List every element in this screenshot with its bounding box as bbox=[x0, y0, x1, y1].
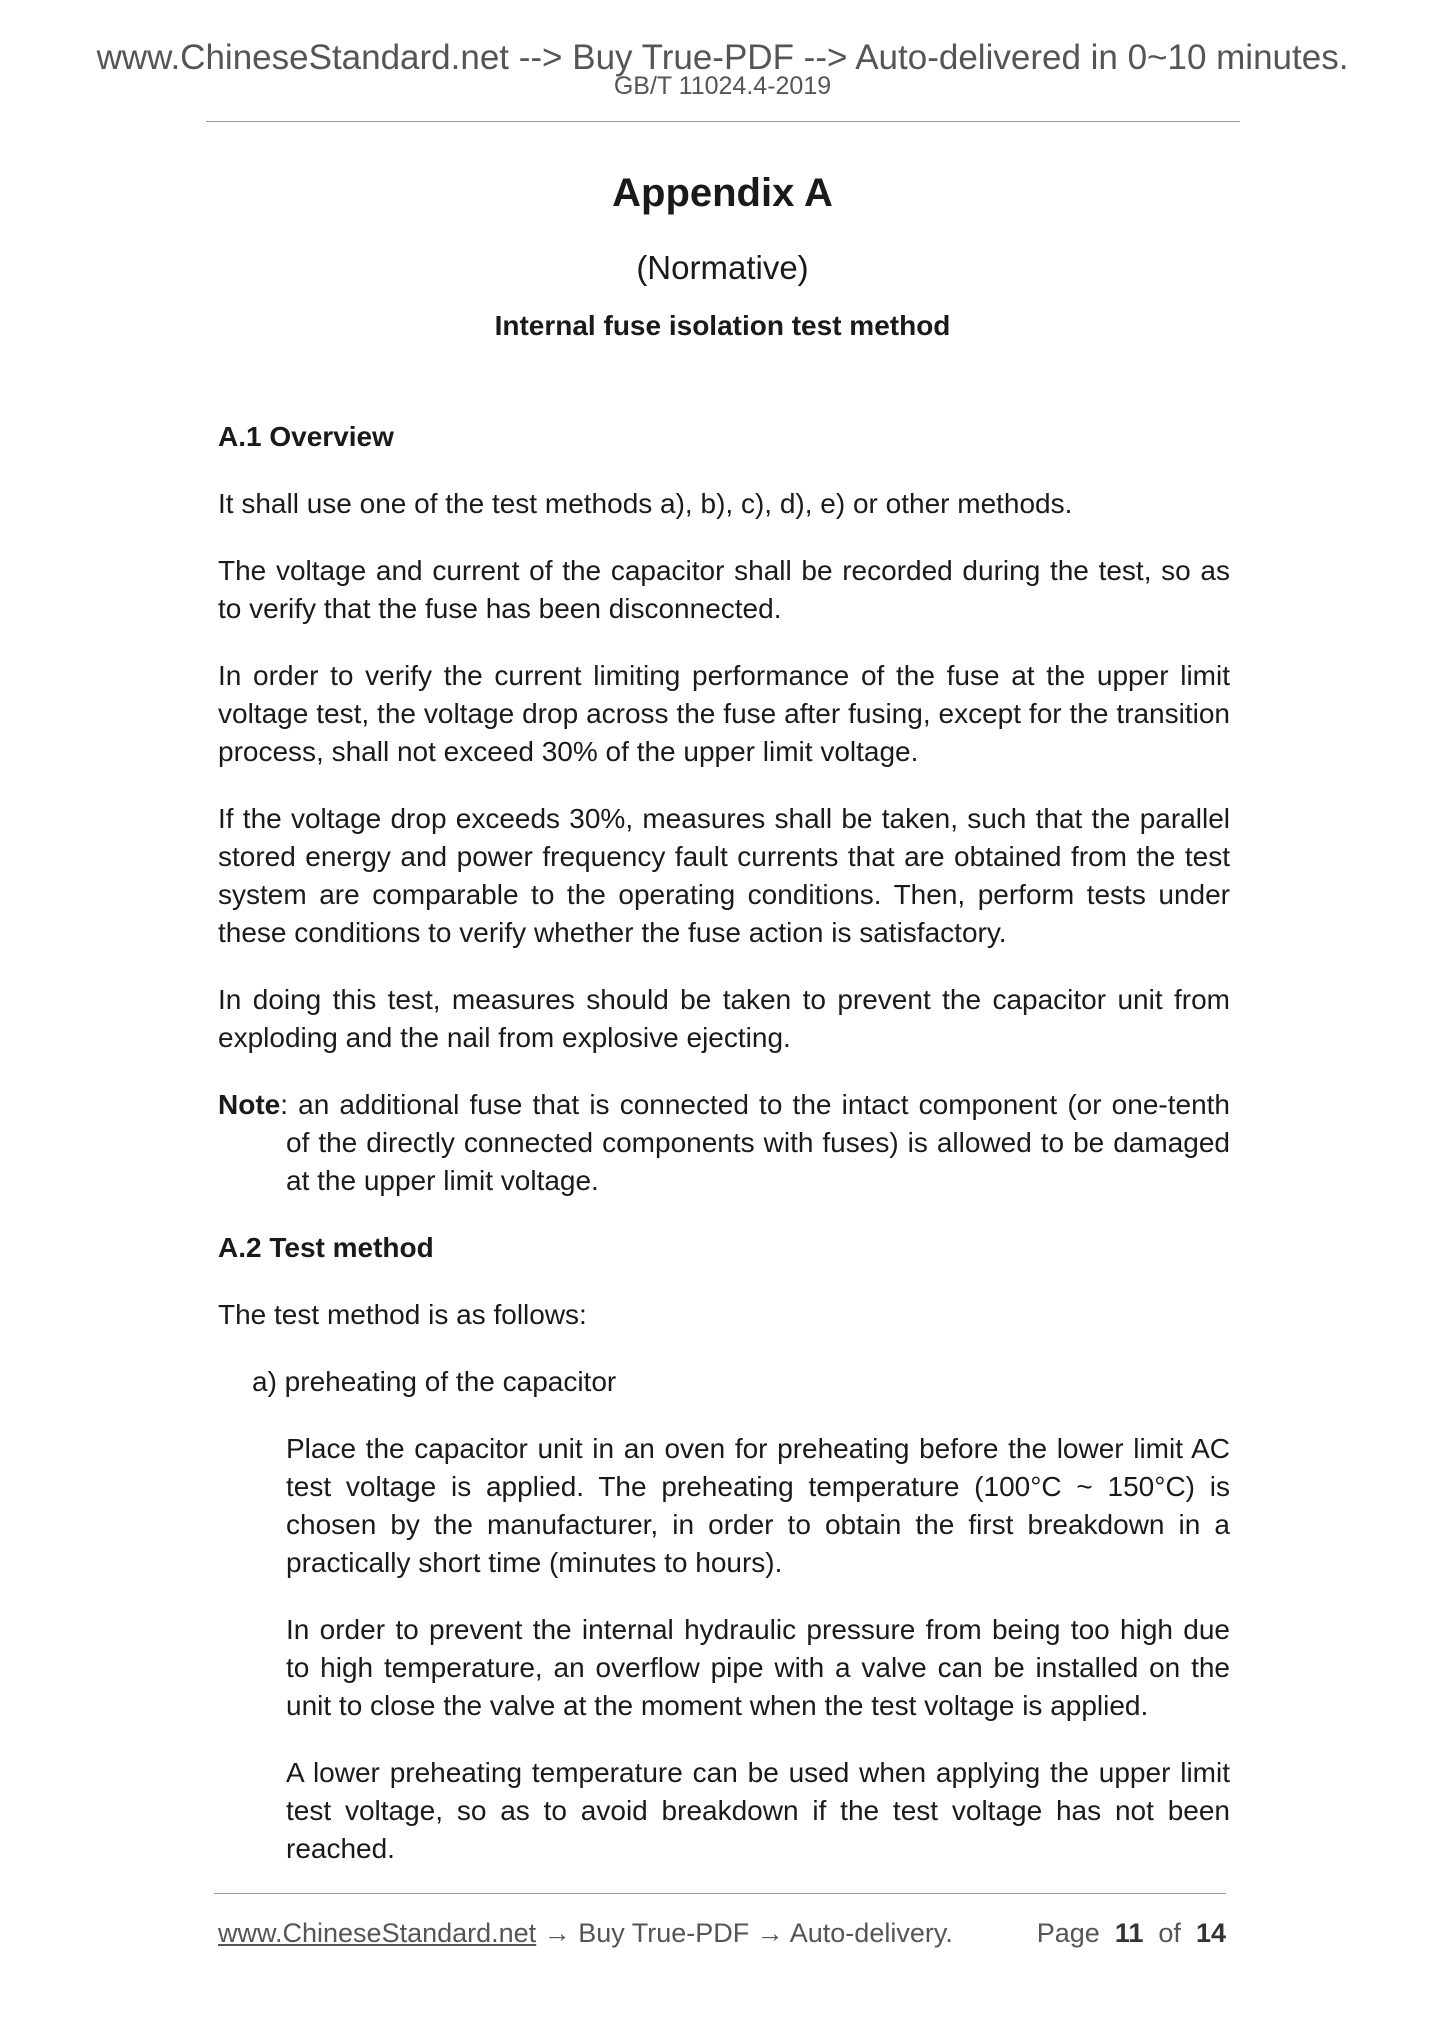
document-body bbox=[218, 418, 1230, 1897]
page-word: Page bbox=[1036, 1918, 1100, 1948]
footer-divider bbox=[214, 1893, 1226, 1894]
footer bbox=[218, 1916, 1226, 1950]
section-heading-a1: A.1 Overview bbox=[218, 421, 394, 452]
appendix-subtitle: Internal fuse isolation test method bbox=[494, 310, 951, 341]
paragraph: In doing this test, measures should be taken to prevent the capacitor unit from exploding and the nail from explosive ejecting. bbox=[218, 984, 1230, 1053]
arrow-icon: → bbox=[749, 1918, 790, 1948]
note-label: Note bbox=[218, 1089, 281, 1120]
list-item-paragraph: A lower preheating temperature can be used when applying the upper limit test voltage, so as to avoid breakdown if the test voltage has not been reached. bbox=[286, 1757, 1230, 1864]
total-pages: 14 bbox=[1195, 1918, 1226, 1948]
header-divider bbox=[206, 121, 1240, 122]
footer-delivery-text: Auto-delivery. bbox=[789, 1918, 953, 1948]
paragraph: The voltage and current of the capacitor shall be recorded during the test, so as to verify that the fuse has been disconnected. bbox=[218, 555, 1230, 624]
section-heading-a2: A.2 Test method bbox=[218, 1232, 434, 1263]
header-banner: www.ChineseStandard.net --> Buy True-PDF --> Auto-delivered in 0~10 minutes. bbox=[96, 38, 1349, 77]
paragraph: The test method is as follows: bbox=[218, 1299, 587, 1330]
normative-label: (Normative) bbox=[636, 249, 809, 286]
paragraph: In order to verify the current limiting performance of the fuse at the upper limit voltage test, the voltage drop across the fuse after fusing, except for the transition process, shall not exceed 30% of the upper limit voltage. bbox=[218, 660, 1230, 767]
document-id: GB/T 11024.4-2019 bbox=[613, 72, 832, 100]
note bbox=[218, 1086, 1230, 1200]
arrow-icon: → bbox=[536, 1918, 579, 1948]
list-item-label: a) preheating of the capacitor bbox=[252, 1366, 617, 1397]
of-word: of bbox=[1158, 1918, 1181, 1948]
list-item-paragraph: In order to prevent the internal hydraulic pressure from being too high due to high temperature, an overflow pipe with a valve can be installed on the unit to close the valve at the moment when the test voltage is applied. bbox=[286, 1614, 1230, 1721]
list-item-paragraph: Place the capacitor unit in an oven for preheating before the lower limit AC test voltage is applied. The preheating temperature (100°C ~ 150°C) is chosen by the manufacturer, in order to obtain the first breakdown in a practically short time (minutes to hours). bbox=[286, 1433, 1230, 1578]
page-title: Appendix A bbox=[612, 171, 833, 215]
footer-buy-text: Buy True-PDF bbox=[578, 1918, 750, 1948]
page-number: 11 bbox=[1114, 1918, 1144, 1948]
note-text: : an additional fuse that is connected to the intact component (or one-tenth of the directly connected components with fuses) is allowed to be damaged at the upper limit voltage. bbox=[280, 1089, 1230, 1196]
footer-link[interactable]: www.ChineseStandard.net bbox=[218, 1918, 537, 1948]
paragraph: If the voltage drop exceeds 30%, measures shall be taken, such that the parallel stored energy and power frequency fault currents that are obtained from the test system are comparable to the operating conditions. Then, perform tests under these conditions to verify whether the fuse action is satisfactory. bbox=[218, 803, 1230, 948]
page-indicator bbox=[1037, 1916, 1226, 1950]
paragraph: It shall use one of the test methods a), b), c), d), e) or other methods. bbox=[218, 488, 1073, 519]
